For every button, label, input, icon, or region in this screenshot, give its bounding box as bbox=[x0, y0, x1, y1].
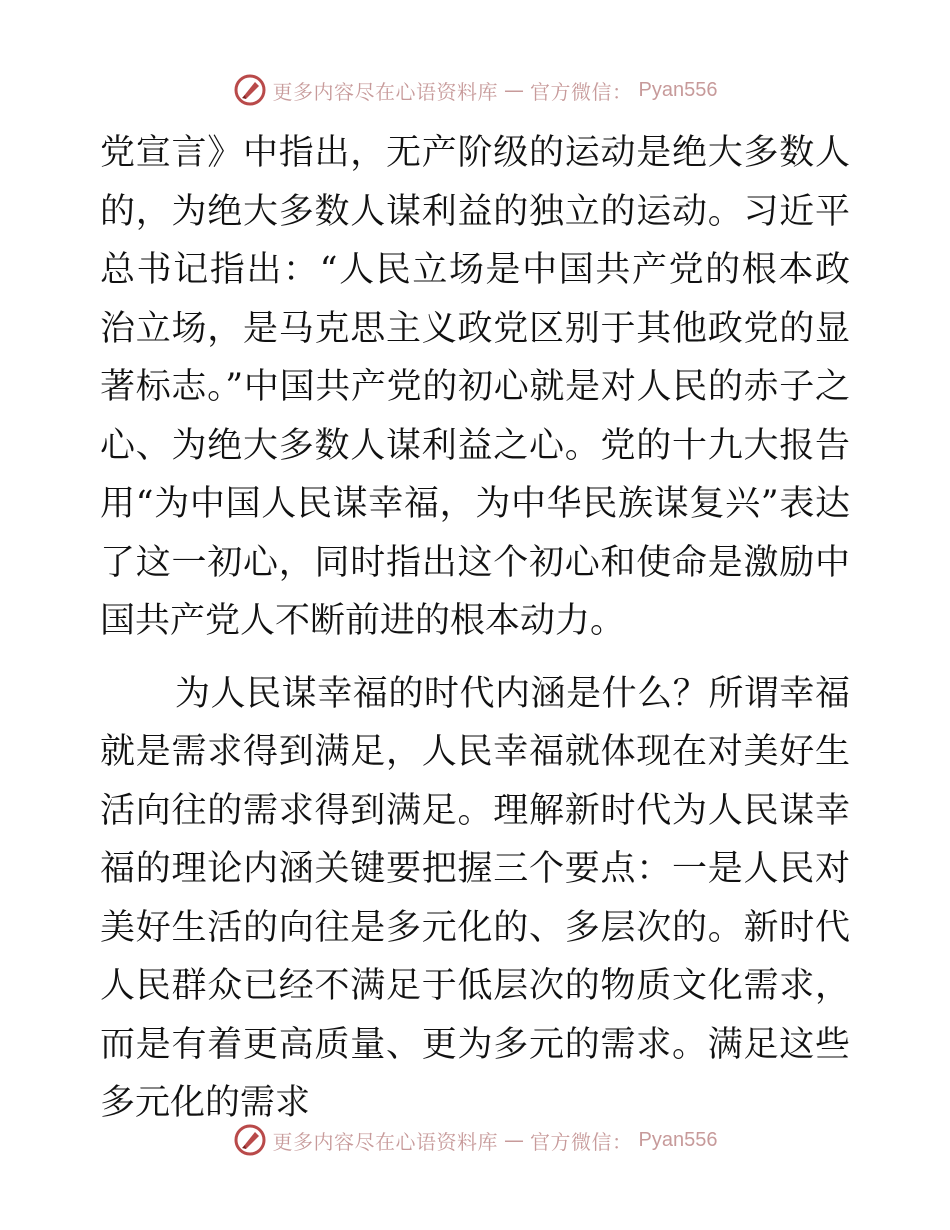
watermark-wechat-id: Pyan556 bbox=[638, 78, 718, 101]
paragraph-2: 为人民谋幸福的时代内涵是什么？所谓幸福就是需求得到满足，人民幸福就体现在对美好生活向往的需求得到满足。理解新时代为人民谋幸福的理论内涵关键要把握三个要点：一是人民对美好生活的向往是多元化的、多层次的。新时代人民群众已经不满足于低层次的物质文化需求，而是有着更高质量、更为多元的需求。满足这些多元化的需求 bbox=[100, 673, 850, 1123]
watermark-wechat-id: Pyan556 bbox=[638, 1128, 718, 1151]
watermark-brand-text: 更多内容尽在心语资料库 bbox=[272, 1129, 499, 1154]
header-watermark bbox=[0, 70, 950, 110]
watermark-separator: — bbox=[504, 78, 525, 102]
watermark-official-label: 官方微信： bbox=[530, 79, 633, 104]
watermark-brand-text: 更多内容尽在心语资料库 bbox=[272, 79, 499, 104]
footer-watermark bbox=[0, 1120, 950, 1160]
watermark-separator: — bbox=[504, 1128, 525, 1152]
document-body bbox=[100, 124, 850, 1133]
watermark-official-label: 官方微信： bbox=[530, 1129, 633, 1154]
paragraph-1: 党宣言》中指出，无产阶级的运动是绝大多数人的，为绝大多数人谋利益的独立的运动。习近平总书记指出：“人民立场是中国共产党的根本政治立场，是马克思主义政党区别于其他政党的显著标志。”中国共产党的初心就是对人民的赤子之心、为绝大多数人谋利益之心。党的十九大报告用“为中国人民谋幸福，为中华民族谋复兴”表达了这一初心，同时指出这个初心和使命是激励中国共产党人不断前进的根本动力。 bbox=[100, 133, 850, 641]
pen-nib-circle-icon bbox=[233, 73, 267, 107]
pen-nib-circle-icon bbox=[233, 1123, 267, 1157]
